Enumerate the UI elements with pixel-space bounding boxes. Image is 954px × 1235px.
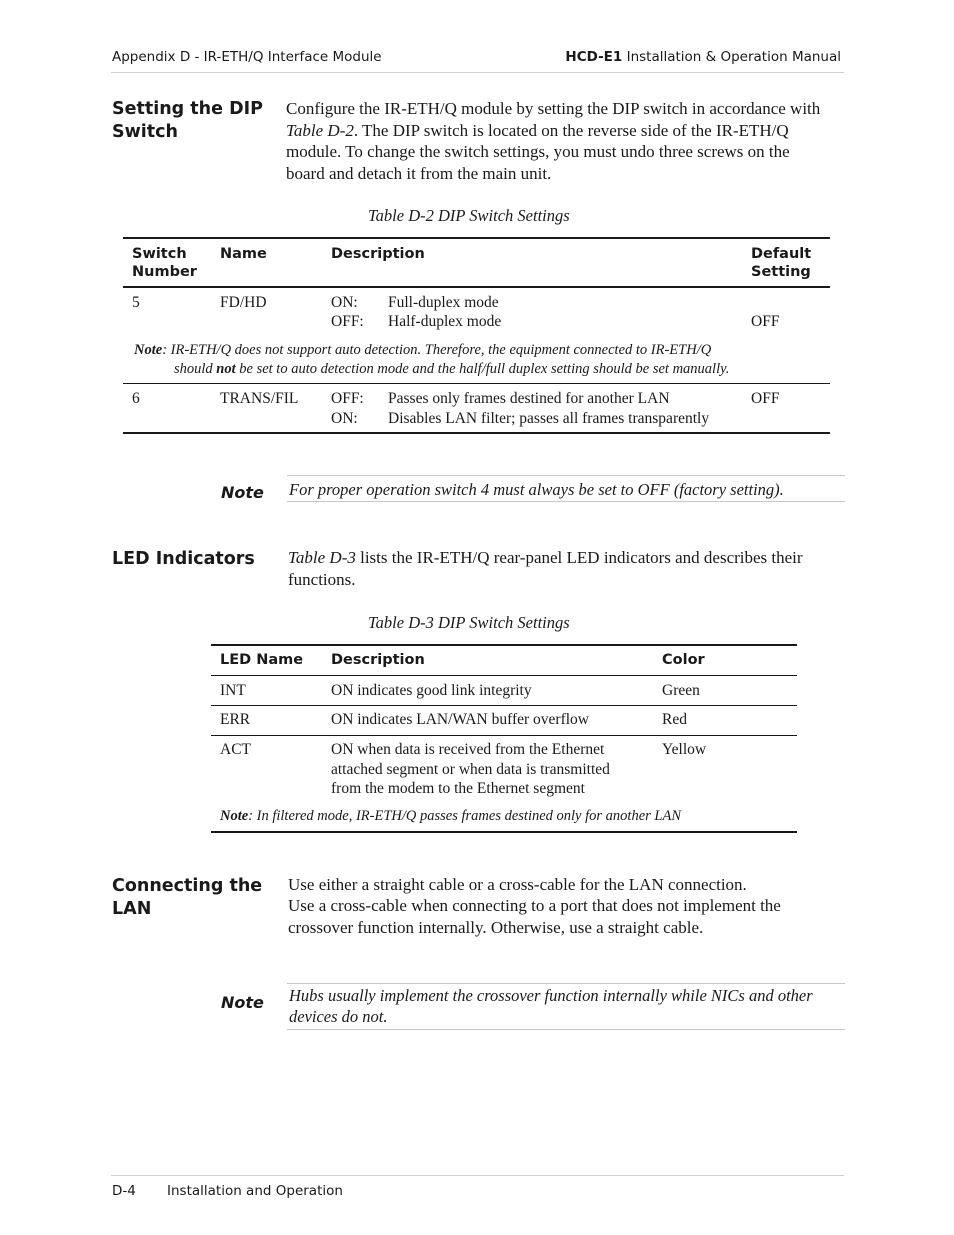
table-d3-row-rule (211, 705, 797, 706)
note-2-top-rule (287, 983, 845, 984)
table-row-state: OFF: (331, 313, 364, 330)
table-row-color: Green (662, 682, 700, 699)
note-1-top-rule (287, 475, 845, 476)
table-row-color: Yellow (662, 741, 707, 758)
table-row-led-name: ERR (220, 711, 251, 728)
table-d2-note-text-2b: be set to auto detection mode and the half/full duplex setting should be set manually. (235, 361, 730, 377)
table-d2-header-name: Name (220, 246, 267, 262)
table-row-state: ON: (331, 410, 358, 427)
footer-rule (111, 1175, 844, 1176)
table-d2-note-line-1 (134, 341, 711, 360)
manual-title: Installation & Operation Manual (622, 49, 841, 65)
header-rule (111, 72, 844, 73)
table-d3-header-color: Color (662, 652, 705, 668)
table-d2-top-rule (123, 237, 830, 239)
footer-section: Installation and Operation (167, 1183, 343, 1199)
table-d3-bottom-rule (211, 831, 797, 833)
table-row-description-line: attached segment or when data is transmitted (331, 761, 610, 778)
table-row-default: OFF (751, 390, 780, 407)
note-1-bottom-rule (287, 501, 845, 502)
page-number: D-4 (112, 1183, 136, 1199)
table-d2-header-switch-number: Switch Number (132, 246, 197, 280)
table-row-name: TRANS/FIL (220, 390, 299, 407)
note-1-label: Note (221, 483, 264, 502)
table-d3-header-description: Description (331, 652, 425, 668)
table-d2-note-line-2 (174, 360, 729, 379)
table-d3-top-rule (211, 644, 797, 646)
table-d3-row-rule (211, 735, 797, 736)
table-d3-note (220, 807, 681, 826)
table-row-state-text: Half-duplex mode (388, 313, 502, 330)
table-d3-note-text: : In filtered mode, IR-ETH/Q passes frames destined only for another LAN (248, 808, 681, 824)
table-row-name: FD/HD (220, 294, 267, 311)
table-d2-header-rule (123, 286, 830, 288)
table-d3-note-label: Note (220, 808, 249, 824)
section-title-led: LED Indicators (112, 549, 255, 569)
lan-paragraph-line-1: Use either a straight cable or a cross-cable for the LAN connection. (288, 875, 747, 894)
table-row-state-text: Disables LAN filter; passes all frames transparently (388, 410, 710, 427)
table-row-description: ON indicates LAN/WAN buffer overflow (331, 711, 589, 728)
table-row-state: OFF: (331, 390, 364, 407)
table-d2-caption: Table D-2 DIP Switch Settings (368, 206, 570, 225)
table-row-state-text: Passes only frames destined for another LAN (388, 390, 670, 407)
table-row-led-name: ACT (220, 741, 251, 758)
table-row-color: Red (662, 711, 687, 728)
table-d3-header-led-name: LED Name (220, 652, 304, 668)
led-paragraph (288, 547, 833, 590)
running-header-left: Appendix D - IR-ETH/Q Interface Module (112, 49, 382, 65)
table-row-number: 6 (132, 390, 140, 407)
table-row-description-line: from the modem to the Ethernet segment (331, 780, 585, 797)
table-row-description: ON indicates good link integrity (331, 682, 532, 699)
dip-paragraph-part-1: Configure the IR-ETH/Q module by setting the DIP switch in accordance with (286, 99, 821, 118)
table-row-number: 5 (132, 294, 140, 311)
table-row-description-line: ON when data is received from the Ethernet (331, 741, 605, 758)
table-row-led-name: INT (220, 682, 246, 699)
lan-paragraph-line-2: Use a cross-cable when connecting to a port that does not implement the crossover function internally. Otherwise, use a straight cable. (288, 896, 781, 937)
note-2-text: Hubs usually implement the crossover function internally while NICs and other devices do not. (289, 986, 813, 1026)
section-title-dip: Setting the DIP Switch (112, 99, 263, 142)
note-2-label: Note (221, 993, 264, 1012)
dip-paragraph (286, 98, 826, 184)
table-d3-header-rule (211, 675, 797, 676)
table-d2-note-rule (123, 383, 830, 384)
section-title-lan: Connecting the LAN (112, 876, 263, 919)
table-d2-note-text-1: : IR-ETH/Q does not support auto detection. Therefore, the equipment connected to IR-ETH/Q (162, 342, 712, 358)
table-row-state: ON: (331, 294, 358, 311)
table-row-state-text: Full-duplex mode (388, 294, 499, 311)
dip-paragraph-part-2: . The DIP switch is located on the reverse side of the IR-ETH/Q module. To change the switch settings, you must undo three screws on the board and detach it from the main unit. (286, 120, 790, 183)
table-d3-caption: Table D-3 DIP Switch Settings (368, 613, 570, 632)
table-ref-d3: Table D-3 (288, 548, 356, 567)
running-header-right (565, 49, 841, 65)
table-d2-note-text-2a: should (174, 361, 217, 377)
table-d2-bottom-rule (123, 432, 830, 434)
table-d2-note-emphasis: not (216, 361, 236, 377)
table-d2-header-description: Description (331, 246, 425, 262)
table-d2-note-label: Note (134, 342, 163, 358)
table-ref-d2: Table D-2 (286, 120, 354, 140)
table-row-default: OFF (751, 313, 780, 330)
note-1-text: For proper operation switch 4 must always be set to OFF (factory setting). (289, 480, 784, 499)
note-2-bottom-rule (287, 1029, 845, 1030)
led-paragraph-text: lists the IR-ETH/Q rear-panel LED indicators and describes their functions. (288, 548, 803, 589)
manual-code: HCD-E1 (565, 49, 623, 65)
table-d2-header-default: Default Setting (751, 246, 812, 280)
